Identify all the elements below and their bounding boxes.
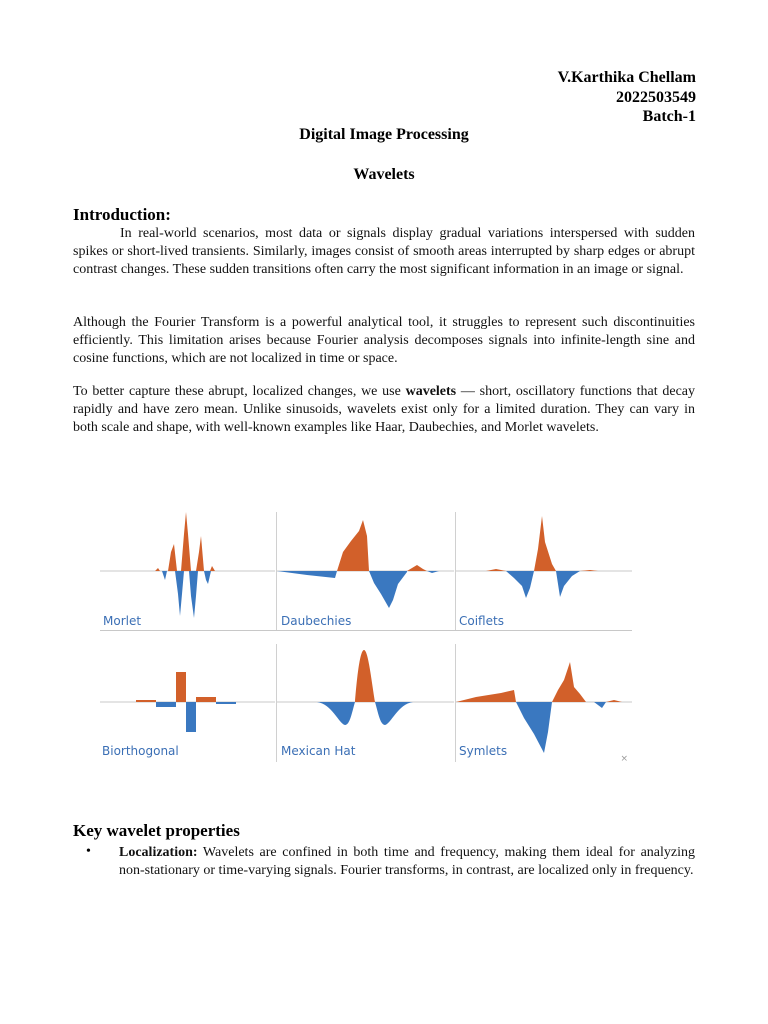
morlet-negative-lobes (162, 571, 211, 618)
panel-label-biorthogonal: Biorthogonal (102, 744, 179, 758)
panel-daubechies (277, 494, 454, 629)
panel-symlets (456, 632, 632, 766)
row-divider (100, 630, 632, 631)
biorthogonal-step-pos-small (196, 697, 216, 702)
property-term: Localization: (119, 845, 198, 860)
column-divider-1a (276, 512, 277, 630)
column-divider-2b (455, 644, 456, 762)
bullet-icon: • (86, 844, 91, 859)
panel-mexican-hat (277, 632, 454, 766)
author-name: V.Karthika Chellam (557, 69, 696, 86)
column-divider-1b (276, 644, 277, 762)
course-title: Digital Image Processing (299, 126, 469, 143)
author-block (558, 68, 696, 127)
coiflets-negative-left (506, 571, 534, 598)
biorthogonal-step-neg-tall (186, 702, 196, 732)
panel-label-daubechies: Daubechies (281, 614, 352, 628)
panel-label-coiflets: Coiflets (459, 614, 504, 628)
panel-coiflets (456, 494, 632, 629)
daubechies-plot (277, 494, 454, 629)
mexican-hat-positive-peak (355, 650, 375, 702)
property-description: Wavelets are confined in both time and frequency, making them ideal for analyzing non-stationary or time-varying signals. Fourier transforms, in contrast, are localized only in frequency. (119, 845, 695, 878)
daubechies-negative-main (369, 571, 407, 608)
introduction-heading: Introduction: (73, 205, 171, 224)
biorthogonal-step-pos-tall (176, 672, 186, 702)
author-batch: Batch-1 (642, 108, 696, 125)
para3-text-end: — short, oscillatory functions that decay rapidly and have zero mean. Unlike sinusoids, wavelets exist only for a limited duration. They can vary in both scale and shape, with well-known examples like Haar, Daubechies, and Morlet wavelets. (73, 384, 695, 435)
symlets-positive-tail (606, 700, 622, 702)
symlets-positive-peak (552, 662, 586, 702)
mexican-hat-negative-right (375, 702, 413, 725)
panel-biorthogonal (100, 632, 275, 766)
close-icon[interactable]: × (620, 754, 628, 764)
intro-paragraph-1: In real-world scenarios, most data or signals display gradual variations interspersed with sudden spikes or short-lived transients. Similarly, images consist of smooth areas interrupted by sharp edges or abrupt contrast changes. These sudden transitions often carry the most significant information in an image or signal. (73, 226, 695, 277)
author-id: 2022503549 (616, 88, 696, 106)
panel-label-morlet: Morlet (103, 614, 142, 628)
daubechies-positive-tail (407, 565, 427, 571)
symlets-positive-ramp (456, 690, 516, 702)
panel-label-mexican-hat: Mexican Hat (281, 744, 356, 758)
wavelet-figure (100, 494, 632, 766)
daubechies-negative-tail (427, 571, 439, 573)
biorthogonal-step-left (136, 700, 156, 702)
mexican-hat-negative-left (317, 702, 355, 725)
biorthogonal-step-right (216, 702, 236, 704)
coiflets-negative-right (556, 571, 580, 597)
properties-heading: Key wavelet properties (73, 821, 240, 840)
symlets-negative-main (516, 702, 552, 753)
column-divider-2a (455, 512, 456, 630)
biorthogonal-step-neg-small (156, 702, 176, 707)
intro-paragraph-2: Although the Fourier Transform is a powerful analytical tool, it struggles to represent such discontinuities efficiently. This limitation arises because Fourier analysis decomposes signals into infinite-length sine and cosine functions, which are not localized in time or space. (73, 315, 695, 366)
coiflets-positive-peak (534, 516, 556, 571)
property-localization (119, 844, 695, 880)
wavelets-term: wavelets (405, 384, 457, 399)
daubechies-positive-peak (337, 520, 369, 571)
coiflets-plot (456, 494, 632, 629)
symlets-negative-tail (594, 702, 606, 708)
morlet-plot (100, 494, 275, 629)
document-title: Wavelets (353, 166, 415, 183)
morlet-positive-lobes (155, 512, 215, 571)
coiflets-positive-small (486, 569, 506, 571)
panel-morlet (100, 494, 275, 629)
daubechies-negative-left (277, 571, 337, 578)
panel-label-symlets: Symlets (459, 744, 508, 758)
intro-paragraph-3 (73, 383, 695, 437)
para3-text-start: To better capture these abrupt, localized changes, we use (73, 384, 406, 399)
